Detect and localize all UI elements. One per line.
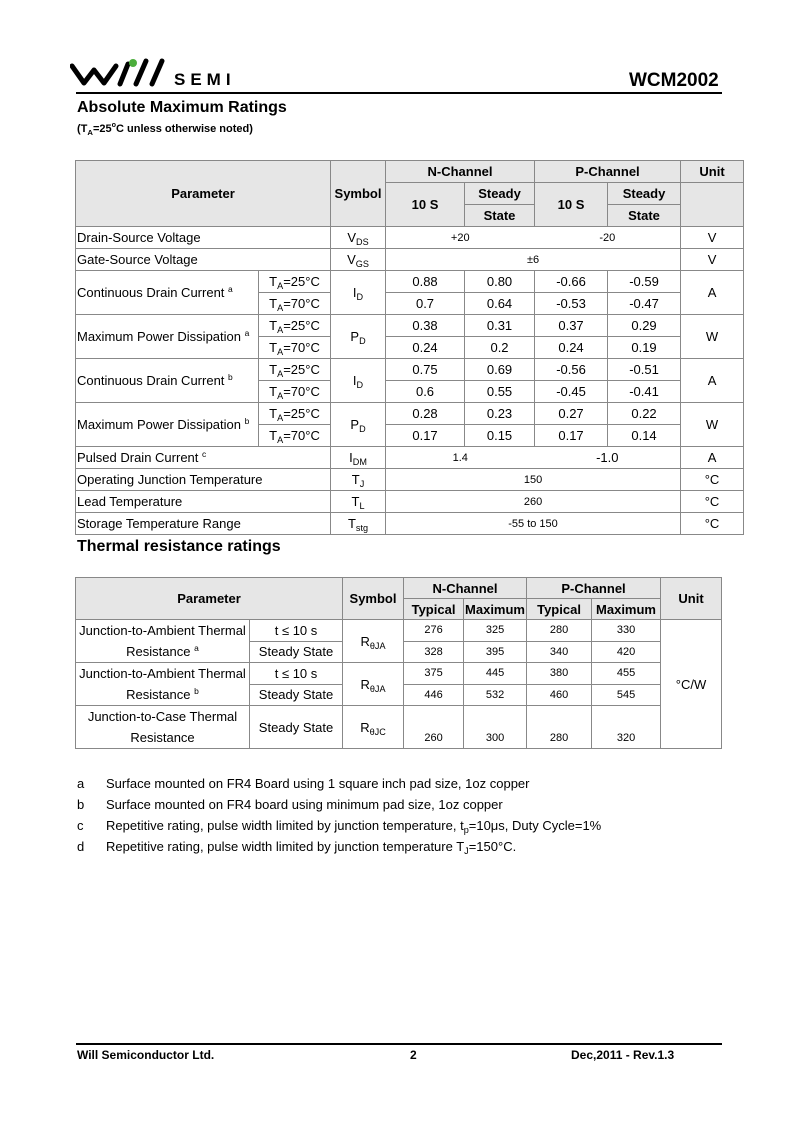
section-title-thermal: Thermal resistance ratings: [77, 538, 281, 555]
cell: 0.17: [386, 425, 465, 447]
section-note: ($T_A=25^oC$ unless otherwise noted): [77, 121, 253, 137]
cell: 446: [404, 684, 464, 706]
param-tj: Operating Junction Temperature: [76, 469, 331, 491]
header-p-steady: Steady: [608, 183, 681, 205]
table-row: [76, 271, 744, 293]
cond-pd-b-2: $T_A=70^\circ C$: [259, 425, 331, 447]
th-symbol-ja-b: $R_{\theta JA}$: [343, 663, 404, 706]
unit-id-b: A: [681, 359, 744, 403]
header-unit: Unit: [681, 161, 744, 183]
param-tl: Lead Temperature: [76, 491, 331, 513]
param-id-a: Continuous Drain Current $^a$: [76, 271, 259, 315]
header-p-state: State: [608, 205, 681, 227]
th-header-parameter: Parameter: [76, 578, 343, 620]
header-symbol: Symbol: [331, 161, 386, 227]
absolute-max-table: [75, 160, 744, 535]
th-param-ja-a: Junction-to-Ambient Thermal Resistance $^a$: [76, 620, 250, 663]
table-row: [76, 227, 744, 249]
cell: 300: [464, 727, 527, 749]
cell: 0.22: [608, 403, 681, 425]
th-header-symbol: Symbol: [343, 578, 404, 620]
param-id-b: Continuous Drain Current $^b$: [76, 359, 259, 403]
value-idm-p: -1.0: [535, 447, 681, 469]
th-symbol-ja-a: $R_{\theta JA}$: [343, 620, 404, 663]
brand-text: SEMI: [174, 70, 236, 89]
page-number: 2: [410, 1048, 417, 1062]
section-title-absolute-max: Absolute Maximum Ratings: [77, 99, 287, 116]
cell: 320: [592, 727, 661, 749]
th-cond-ja-b-1: t ≤ 10 s: [250, 663, 343, 685]
cell: 0.80: [465, 271, 535, 293]
symbol-tstg: $T_{stg}$: [331, 513, 386, 535]
header-n-steady: Steady: [465, 183, 535, 205]
cell: 380: [527, 663, 592, 685]
value-vgs: ±6: [386, 249, 681, 271]
cell: 0.2: [465, 337, 535, 359]
cell: 420: [592, 641, 661, 663]
cell: -0.45: [535, 381, 608, 403]
cell: 280: [527, 620, 592, 642]
cell: -0.51: [608, 359, 681, 381]
footer-revision: Dec,2011 - Rev.1.3: [571, 1048, 675, 1062]
table-row: [76, 403, 744, 425]
table-row: [76, 359, 744, 381]
header-n-state: State: [465, 205, 535, 227]
th-header-n-typ: Typical: [404, 599, 464, 620]
cell: 0.24: [386, 337, 465, 359]
th-cond-ja-a-2: Steady State: [250, 641, 343, 663]
th-cond-ja-b-2: Steady State: [250, 684, 343, 706]
table-row: [76, 706, 722, 728]
cell: 0.28: [386, 403, 465, 425]
th-header-p-channel: P-Channel: [527, 578, 661, 599]
param-pd-a: Maximum Power Dissipation $^a$: [76, 315, 259, 359]
cell: 0.55: [465, 381, 535, 403]
value-tstg: -55 to 150: [386, 513, 681, 535]
header-n-10s: 10 S: [386, 183, 465, 227]
cell: 0.7: [386, 293, 465, 315]
footer-rule: [76, 1043, 722, 1045]
cell: 260: [404, 727, 464, 749]
table-row: [76, 491, 744, 513]
cell: 0.38: [386, 315, 465, 337]
cell: 0.29: [608, 315, 681, 337]
th-header-n-max: Maximum: [464, 599, 527, 620]
header-n-channel: N-Channel: [386, 161, 535, 183]
cond-id-b-2: $T_A=70^\circ C$: [259, 381, 331, 403]
cell: 0.17: [535, 425, 608, 447]
cond-pd-a-2: $T_A=70^\circ C$: [259, 337, 331, 359]
param-vds: Drain-Source Voltage: [76, 227, 331, 249]
cell: 375: [404, 663, 464, 685]
cell: 330: [592, 620, 661, 642]
cell: 455: [592, 663, 661, 685]
cell: 532: [464, 684, 527, 706]
unit-idm: A: [681, 447, 744, 469]
cell: 328: [404, 641, 464, 663]
unit-pd-a: W: [681, 315, 744, 359]
value-vds-p: -20: [535, 227, 681, 249]
cell: 0.69: [465, 359, 535, 381]
cond-pd-a-1: $T_A=25^\circ C$: [259, 315, 331, 337]
th-unit: °C/W: [661, 620, 722, 749]
cond-id-a-1: $T_A=25^\circ C$: [259, 271, 331, 293]
unit-tj: °C: [681, 469, 744, 491]
cell: 0.23: [465, 403, 535, 425]
cell: -0.53: [535, 293, 608, 315]
value-tj: 150: [386, 469, 681, 491]
cell: -0.41: [608, 381, 681, 403]
th-param-ja-b: Junction-to-Ambient Thermal Resistance $^b$: [76, 663, 250, 706]
document-id: WCM2002: [629, 70, 719, 91]
value-vds-n: +20: [386, 227, 535, 249]
unit-tstg: °C: [681, 513, 744, 535]
symbol-pd-a: $P_D$: [331, 315, 386, 359]
cell: 276: [404, 620, 464, 642]
table-row: [76, 663, 722, 685]
symbol-vds: $V_{DS}$: [331, 227, 386, 249]
cell: 0.19: [608, 337, 681, 359]
symbol-pd-b: $P_D$: [331, 403, 386, 447]
will-semi-logo: [70, 58, 170, 88]
header-p-10s: 10 S: [535, 183, 608, 227]
symbol-id-a: $I_D$: [331, 271, 386, 315]
header-unit-blank: [681, 183, 744, 227]
th-cond-ja-a-1: t ≤ 10 s: [250, 620, 343, 642]
th-header-unit: Unit: [661, 578, 722, 620]
header-rule: [76, 92, 722, 94]
table-row: [76, 620, 722, 642]
unit-vgs: V: [681, 249, 744, 271]
cell: 545: [592, 684, 661, 706]
cell: 0.6: [386, 381, 465, 403]
cell: 280: [527, 727, 592, 749]
symbol-id-b: $I_D$: [331, 359, 386, 403]
table-row: [76, 469, 744, 491]
cond-pd-b-1: $T_A=25^\circ C$: [259, 403, 331, 425]
th-header-n-channel: N-Channel: [404, 578, 527, 599]
symbol-tl: $T_L$: [331, 491, 386, 513]
cell: 0.27: [535, 403, 608, 425]
thermal-table: [75, 577, 722, 749]
cell: 0.37: [535, 315, 608, 337]
param-vgs: Gate-Source Voltage: [76, 249, 331, 271]
cond-id-a-2: $T_A=70^\circ C$: [259, 293, 331, 315]
cell: 0.88: [386, 271, 465, 293]
symbol-vgs: $V_{GS}$: [331, 249, 386, 271]
cell: 0.31: [465, 315, 535, 337]
param-idm: Pulsed Drain Current $^c$: [76, 447, 331, 469]
header-p-channel: P-Channel: [535, 161, 681, 183]
unit-vds: V: [681, 227, 744, 249]
cell: -0.56: [535, 359, 608, 381]
table-row: [76, 447, 744, 469]
header-parameter: Parameter: [76, 161, 331, 227]
unit-id-a: A: [681, 271, 744, 315]
symbol-tj: $T_J$: [331, 469, 386, 491]
cell: 460: [527, 684, 592, 706]
unit-tl: °C: [681, 491, 744, 513]
value-tl: 260: [386, 491, 681, 513]
param-tstg: Storage Temperature Range: [76, 513, 331, 535]
cell: 395: [464, 641, 527, 663]
th-param-jc: Junction-to-Case Thermal Resistance: [76, 706, 250, 749]
unit-pd-b: W: [681, 403, 744, 447]
cell: 0.75: [386, 359, 465, 381]
cell: 0.14: [608, 425, 681, 447]
cell: -0.66: [535, 271, 608, 293]
table-row: [76, 513, 744, 535]
cell: 0.64: [465, 293, 535, 315]
symbol-idm: $I_{DM}$: [331, 447, 386, 469]
param-pd-b: Maximum Power Dissipation $^b$: [76, 403, 259, 447]
cell: 0.15: [465, 425, 535, 447]
footer-company: Will Semiconductor Ltd.: [77, 1048, 215, 1062]
th-symbol-jc: $R_{\theta JC}$: [343, 706, 404, 749]
cell: -0.47: [608, 293, 681, 315]
cell: 445: [464, 663, 527, 685]
th-header-p-max: Maximum: [592, 599, 661, 620]
cell: 0.24: [535, 337, 608, 359]
th-cond-jc: Steady State: [250, 706, 343, 749]
cell: 340: [527, 641, 592, 663]
cond-id-b-1: $T_A=25^\circ C$: [259, 359, 331, 381]
table-row: [76, 315, 744, 337]
th-header-p-typ: Typical: [527, 599, 592, 620]
value-idm-n: 1.4: [386, 447, 535, 469]
cell: -0.59: [608, 271, 681, 293]
table-row: [76, 249, 744, 271]
cell: 325: [464, 620, 527, 642]
